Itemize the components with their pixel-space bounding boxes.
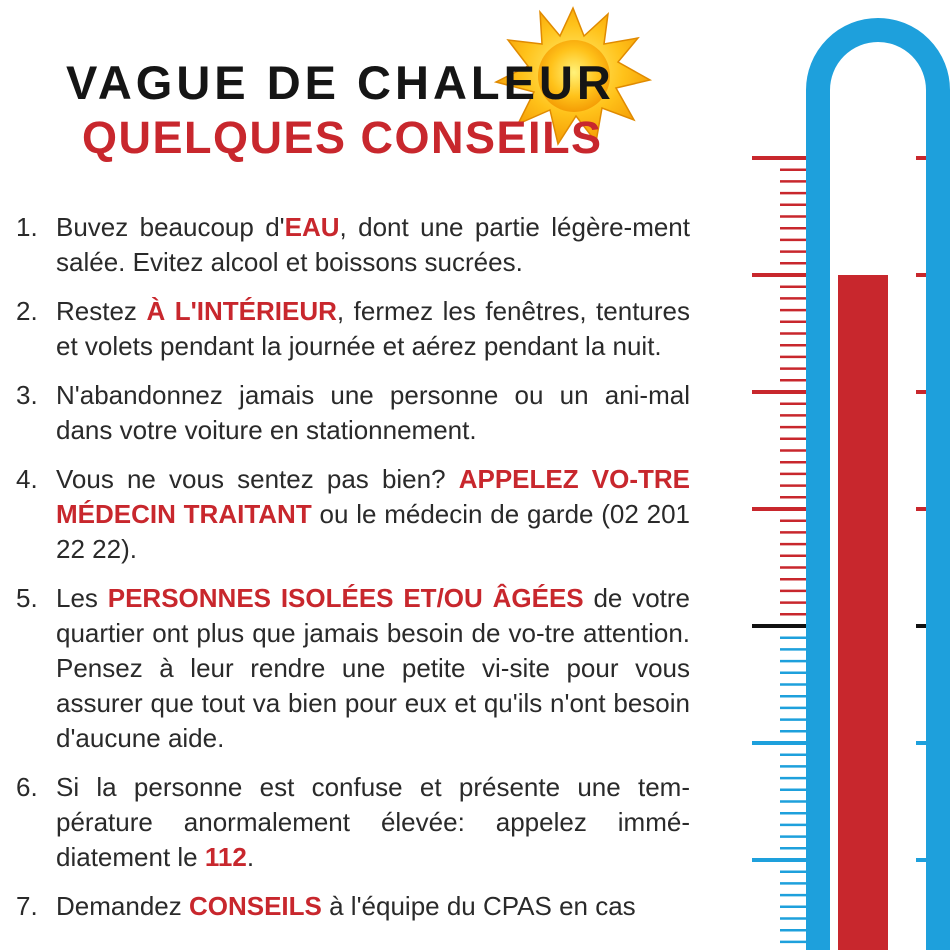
tip-item	[16, 210, 690, 280]
tip-text-segment: Les	[56, 583, 108, 613]
tip-text-segment: ou le médecin de garde (02 201 22 22).	[56, 499, 691, 564]
tip-text-segment: , fermez les fenêtres, tentures et volets pendant la journée et aérez pendant la nuit.	[56, 296, 690, 361]
tip-highlight: APPELEZ VO-TRE MÉDECIN TRAITANT	[56, 464, 690, 529]
tip-text-segment: .	[246, 842, 255, 872]
tip-number: 5.	[16, 583, 38, 613]
tip-text	[56, 210, 690, 280]
tip-text-segment: Buvez beaucoup d'	[56, 212, 285, 242]
tip-highlight: 112	[204, 842, 247, 872]
tip-text-segment: Demandez	[56, 891, 189, 921]
tip-number: 4.	[16, 464, 38, 494]
tip-item	[16, 770, 690, 875]
tip-text	[56, 294, 690, 364]
tip-text-segment: à l'équipe du CPAS en cas	[321, 891, 636, 921]
heading-subtitle: QUELQUES CONSEILS	[82, 112, 603, 163]
tip-highlight: EAU	[284, 212, 340, 242]
tip-text	[56, 889, 690, 924]
thermometer-mercury	[838, 275, 888, 950]
tip-text-segment: Vous ne vous sentez pas bien?	[56, 464, 459, 494]
tip-text-segment: , dont une partie légère-ment salée. Evitez alcool et boissons sucrées.	[56, 212, 690, 277]
tip-highlight: PERSONNES ISOLÉES ET/OU ÂGÉES	[107, 583, 584, 613]
tip-number: 7.	[16, 891, 38, 921]
tip-text-segment: Restez	[56, 296, 147, 326]
tip-text	[56, 770, 690, 875]
tip-item	[16, 889, 690, 924]
tip-item	[16, 378, 690, 448]
tip-item	[16, 462, 690, 567]
tip-number: 1.	[16, 212, 38, 242]
tip-text-segment: Si la personne est confuse et présente une tem-pérature anormalement élevée: appelez immé-diatement le	[56, 772, 690, 872]
thermometer	[748, 0, 950, 950]
tip-number: 3.	[16, 380, 38, 410]
tips-list	[16, 210, 690, 938]
tip-item	[16, 294, 690, 364]
tip-text-segment: N'abandonnez jamais une personne ou un ani-mal dans votre voiture en stationnement.	[56, 380, 690, 445]
tip-number: 6.	[16, 772, 38, 802]
tip-highlight: À L'INTÉRIEUR	[146, 296, 337, 326]
tip-text	[56, 462, 690, 567]
tip-highlight: CONSEILS	[188, 891, 322, 921]
tip-text-segment: de votre quartier ont plus que jamais besoin de vo-tre attention. Pensez à leur rendre une petite vi-site pour vous assurer que tout va bien pour eux et qu'ils n'ont besoin d'aucune aide.	[56, 583, 690, 753]
tip-text	[56, 581, 690, 756]
heading-title: VAGUE DE CHALEUR	[66, 56, 615, 109]
tip-item	[16, 581, 690, 756]
tip-text	[56, 378, 690, 448]
tip-number: 2.	[16, 296, 38, 326]
